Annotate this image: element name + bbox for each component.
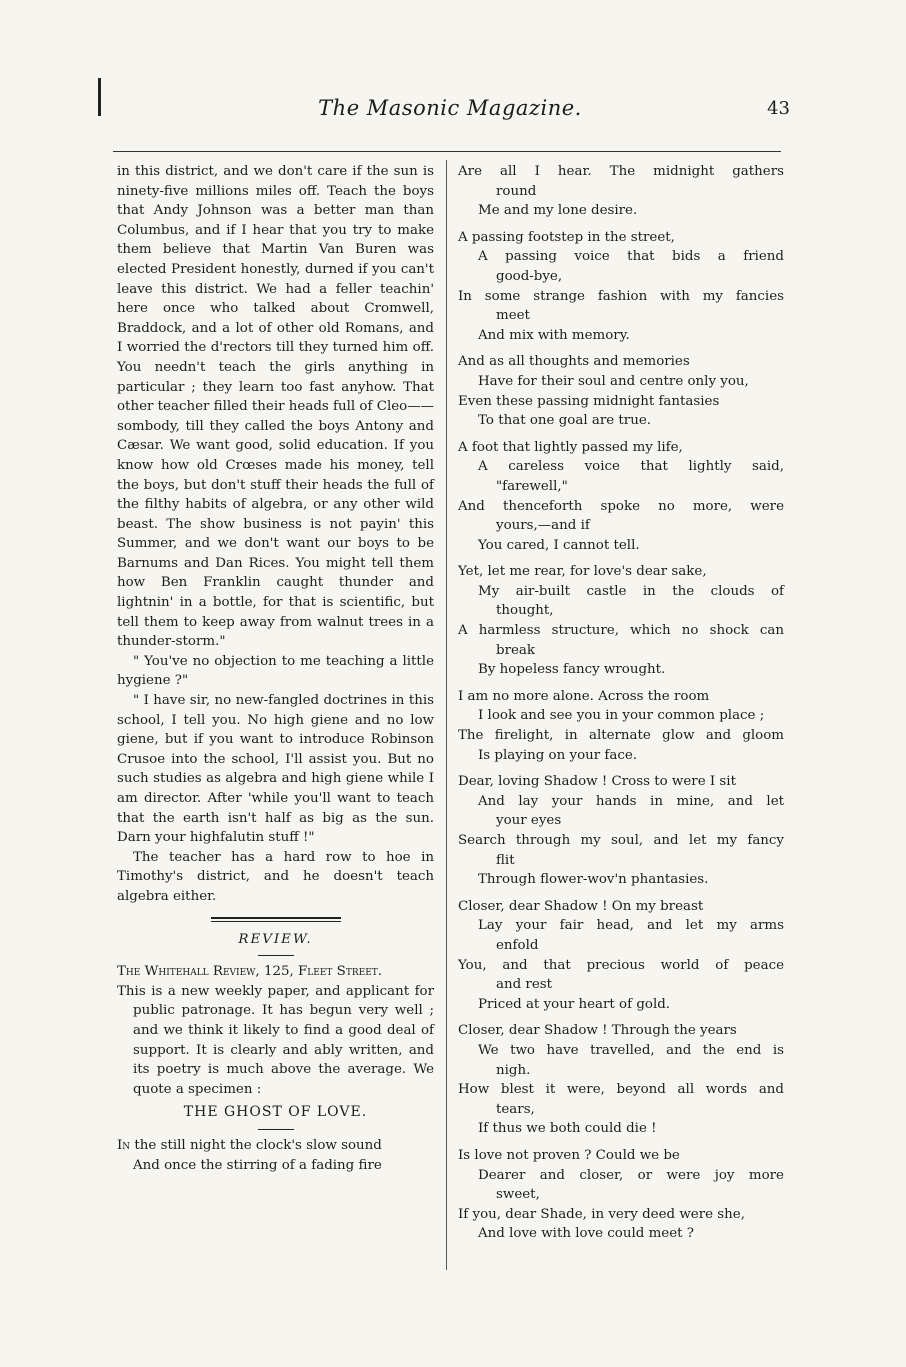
poem-line: Search through my soul, and let my fancy: [458, 833, 784, 848]
poem-line: good-bye,: [496, 268, 563, 284]
right-column: [458, 162, 784, 1251]
poem-line: I am no more alone. Across the room: [458, 688, 710, 704]
poem-line: and rest: [496, 977, 553, 993]
poem-line: sweet,: [496, 1187, 540, 1203]
left-column: [117, 162, 434, 1175]
page-edge-mark: [98, 78, 101, 116]
poem-line: And lay your hands in mine, and let: [478, 793, 784, 809]
review-text: This is a new weekly paper, and applicant for public patronage. It has begun very well ; and we think it likely to find a good deal of support. It is clearly and ably written, and its poetry is much above the average. We quote a specimen :: [117, 983, 434, 1097]
poem-line: And as all thoughts and memories: [458, 354, 690, 370]
poem-line: I look and see you in your common place ;: [478, 708, 765, 724]
review-heading: REVIEW.: [238, 931, 313, 947]
poem-line: A harmless structure, which no shock can: [458, 623, 784, 639]
poem-line: Dearer and closer, or were joy more: [478, 1167, 784, 1183]
poem-line: [117, 1136, 434, 1156]
poem-line: Dear, loving Shadow ! Cross to were I sit: [458, 774, 736, 790]
poem-line: How blest it were, beyond all words and: [458, 1082, 784, 1098]
poem-line: You cared, I cannot tell.: [478, 537, 640, 553]
poem-line: Have for their soul and centre only you,: [478, 373, 749, 389]
poem-line: thought,: [496, 603, 554, 619]
poem-stanza: [458, 897, 784, 1015]
poem-line: If you, dear Shade, in very deed were she,: [458, 1206, 745, 1222]
poem-line: Lay your fair head, and let my arms: [478, 918, 784, 934]
poem-line: Even these passing midnight fantasies: [458, 393, 720, 409]
poem-stanza: [458, 687, 784, 765]
poem-line: enfold: [496, 937, 539, 953]
poem-title: THE GHOST OF LOVE.: [183, 1104, 368, 1121]
page-header: [110, 96, 790, 130]
poem-stanza: [458, 1021, 784, 1139]
poem-line: Are all I hear. The midnight gathers: [458, 164, 784, 179]
article-paragraph: The teacher has a hard row to hoe in Timothy's district, and he doesn't teach algebra either.: [117, 849, 434, 904]
poem-line: My air-built castle in the clouds of: [478, 583, 784, 599]
poem-stanza: [458, 162, 784, 221]
magazine-title: The Masonic Magazine.: [318, 96, 582, 120]
poem-line: Through flower-wov'n phantasies.: [478, 872, 709, 888]
poem-line-text: the still night the clock's slow sound: [130, 1137, 382, 1153]
poem-line: Yet, let me rear, for love's dear sake,: [458, 564, 707, 580]
poem-line: meet: [496, 308, 530, 324]
short-rule: [258, 955, 294, 956]
poem-line: Is playing on your face.: [478, 747, 638, 763]
poem-stanza: [458, 1146, 784, 1244]
poem-line: By hopeless fancy wrought.: [478, 662, 666, 678]
poem-line: nigh.: [496, 1062, 531, 1078]
poem-line: Closer, dear Shadow ! On my breast: [458, 898, 704, 914]
poem-stanza: [458, 438, 784, 556]
poem-line: And love with love could meet ?: [478, 1226, 694, 1242]
header-rule: [113, 151, 781, 152]
poem-stanza: [458, 772, 784, 890]
poem-line: "farewell,": [496, 478, 568, 494]
article-paragraph: in this district, and we don't care if the sun is ninety-five millions miles off. Teach the boys that Andy Johnson was a better man than Columbus, and if I hear that you try to make them believe that Martin Van Buren was elected President honestly, durned if you can't leave this district. We had a feller teachin' here once who talked about Cromwell, Braddock, and a lot of other old Romans, and I worried the d'rectors till they turned him off. You needn't teach the girls anything in particular ; they learn too fast anyhow. That other teacher filled their heads full of Cleo——sombody, till they called the boys Antony and Cæsar. We want good, solid education. If you know how old Crœses made his money, tell the boys, but don't stuff their heads the full of the filthy habits of algebra, or any other wild beast. The show business is not payin' this Summer, and we don't want our boys to be Barnums and Dan Rices. You might tell them how Ben Franklin caught thunder and lightnin' in a bottle, for that is scientific, but tell them to keep away from walnut trees in a thunder-storm.": [117, 164, 434, 650]
poem-line: And once the stirring of a fading fire: [133, 1157, 382, 1173]
poem-line: A careless voice that lightly said,: [478, 459, 784, 475]
review-source: The Whitehall Review, 125, Fleet Street.: [117, 964, 383, 980]
poem-line: your eyes: [496, 813, 562, 829]
poem-line: We two have travelled, and the end is: [478, 1042, 784, 1058]
poem-line: A passing footstep in the street,: [458, 229, 675, 245]
poem-line: flit: [496, 852, 515, 868]
poem-stanza: [458, 228, 784, 346]
article-paragraph: " You've no objection to me teaching a little hygiene ?": [117, 653, 434, 689]
poem-line: yours,—and if: [496, 518, 590, 534]
column-divider: [446, 160, 447, 1270]
poem-line: round: [496, 183, 537, 199]
poem-line: A passing voice that bids a friend: [478, 249, 784, 265]
poem-line: Closer, dear Shadow ! Through the years: [458, 1023, 737, 1039]
poem-line: To that one goal are true.: [478, 413, 652, 429]
poem-line: And thenceforth spoke no more, were: [458, 498, 784, 514]
poem-line: You, and that precious world of peace: [458, 957, 784, 973]
short-rule: [258, 1129, 294, 1130]
poem-line: Priced at your heart of gold.: [478, 996, 671, 1012]
article-paragraph: " I have sir, no new-fangled doctrines in this school, I tell you. No high giene and no low giene, but if you want to introduce Robinson Crusoe into the school, I'll assist you. But no such studies as algebra and high giene while I am director. After 'while you'll want to teach that the earth isn't half as big as the sun. Darn your highfalutin stuff !": [117, 693, 434, 846]
poem-line: A foot that lightly passed my life,: [458, 439, 683, 455]
page-number: 43: [767, 98, 790, 119]
poem-line: Is love not proven ? Could we be: [458, 1147, 680, 1163]
poem-line: Me and my lone desire.: [478, 203, 638, 219]
poem-line: In some strange fashion with my fancies: [458, 288, 784, 304]
poem-stanza: [458, 352, 784, 430]
poem-stanza: [458, 562, 784, 680]
poem-line: tears,: [496, 1101, 535, 1117]
poem-line: break: [496, 642, 535, 658]
poem-lead-word: In: [117, 1137, 131, 1153]
poem-line: If thus we both could die !: [478, 1121, 657, 1137]
section-divider: [211, 917, 341, 922]
poem-line: The firelight, in alternate glow and gloom: [458, 728, 784, 744]
poem-line: And mix with memory.: [478, 327, 630, 343]
